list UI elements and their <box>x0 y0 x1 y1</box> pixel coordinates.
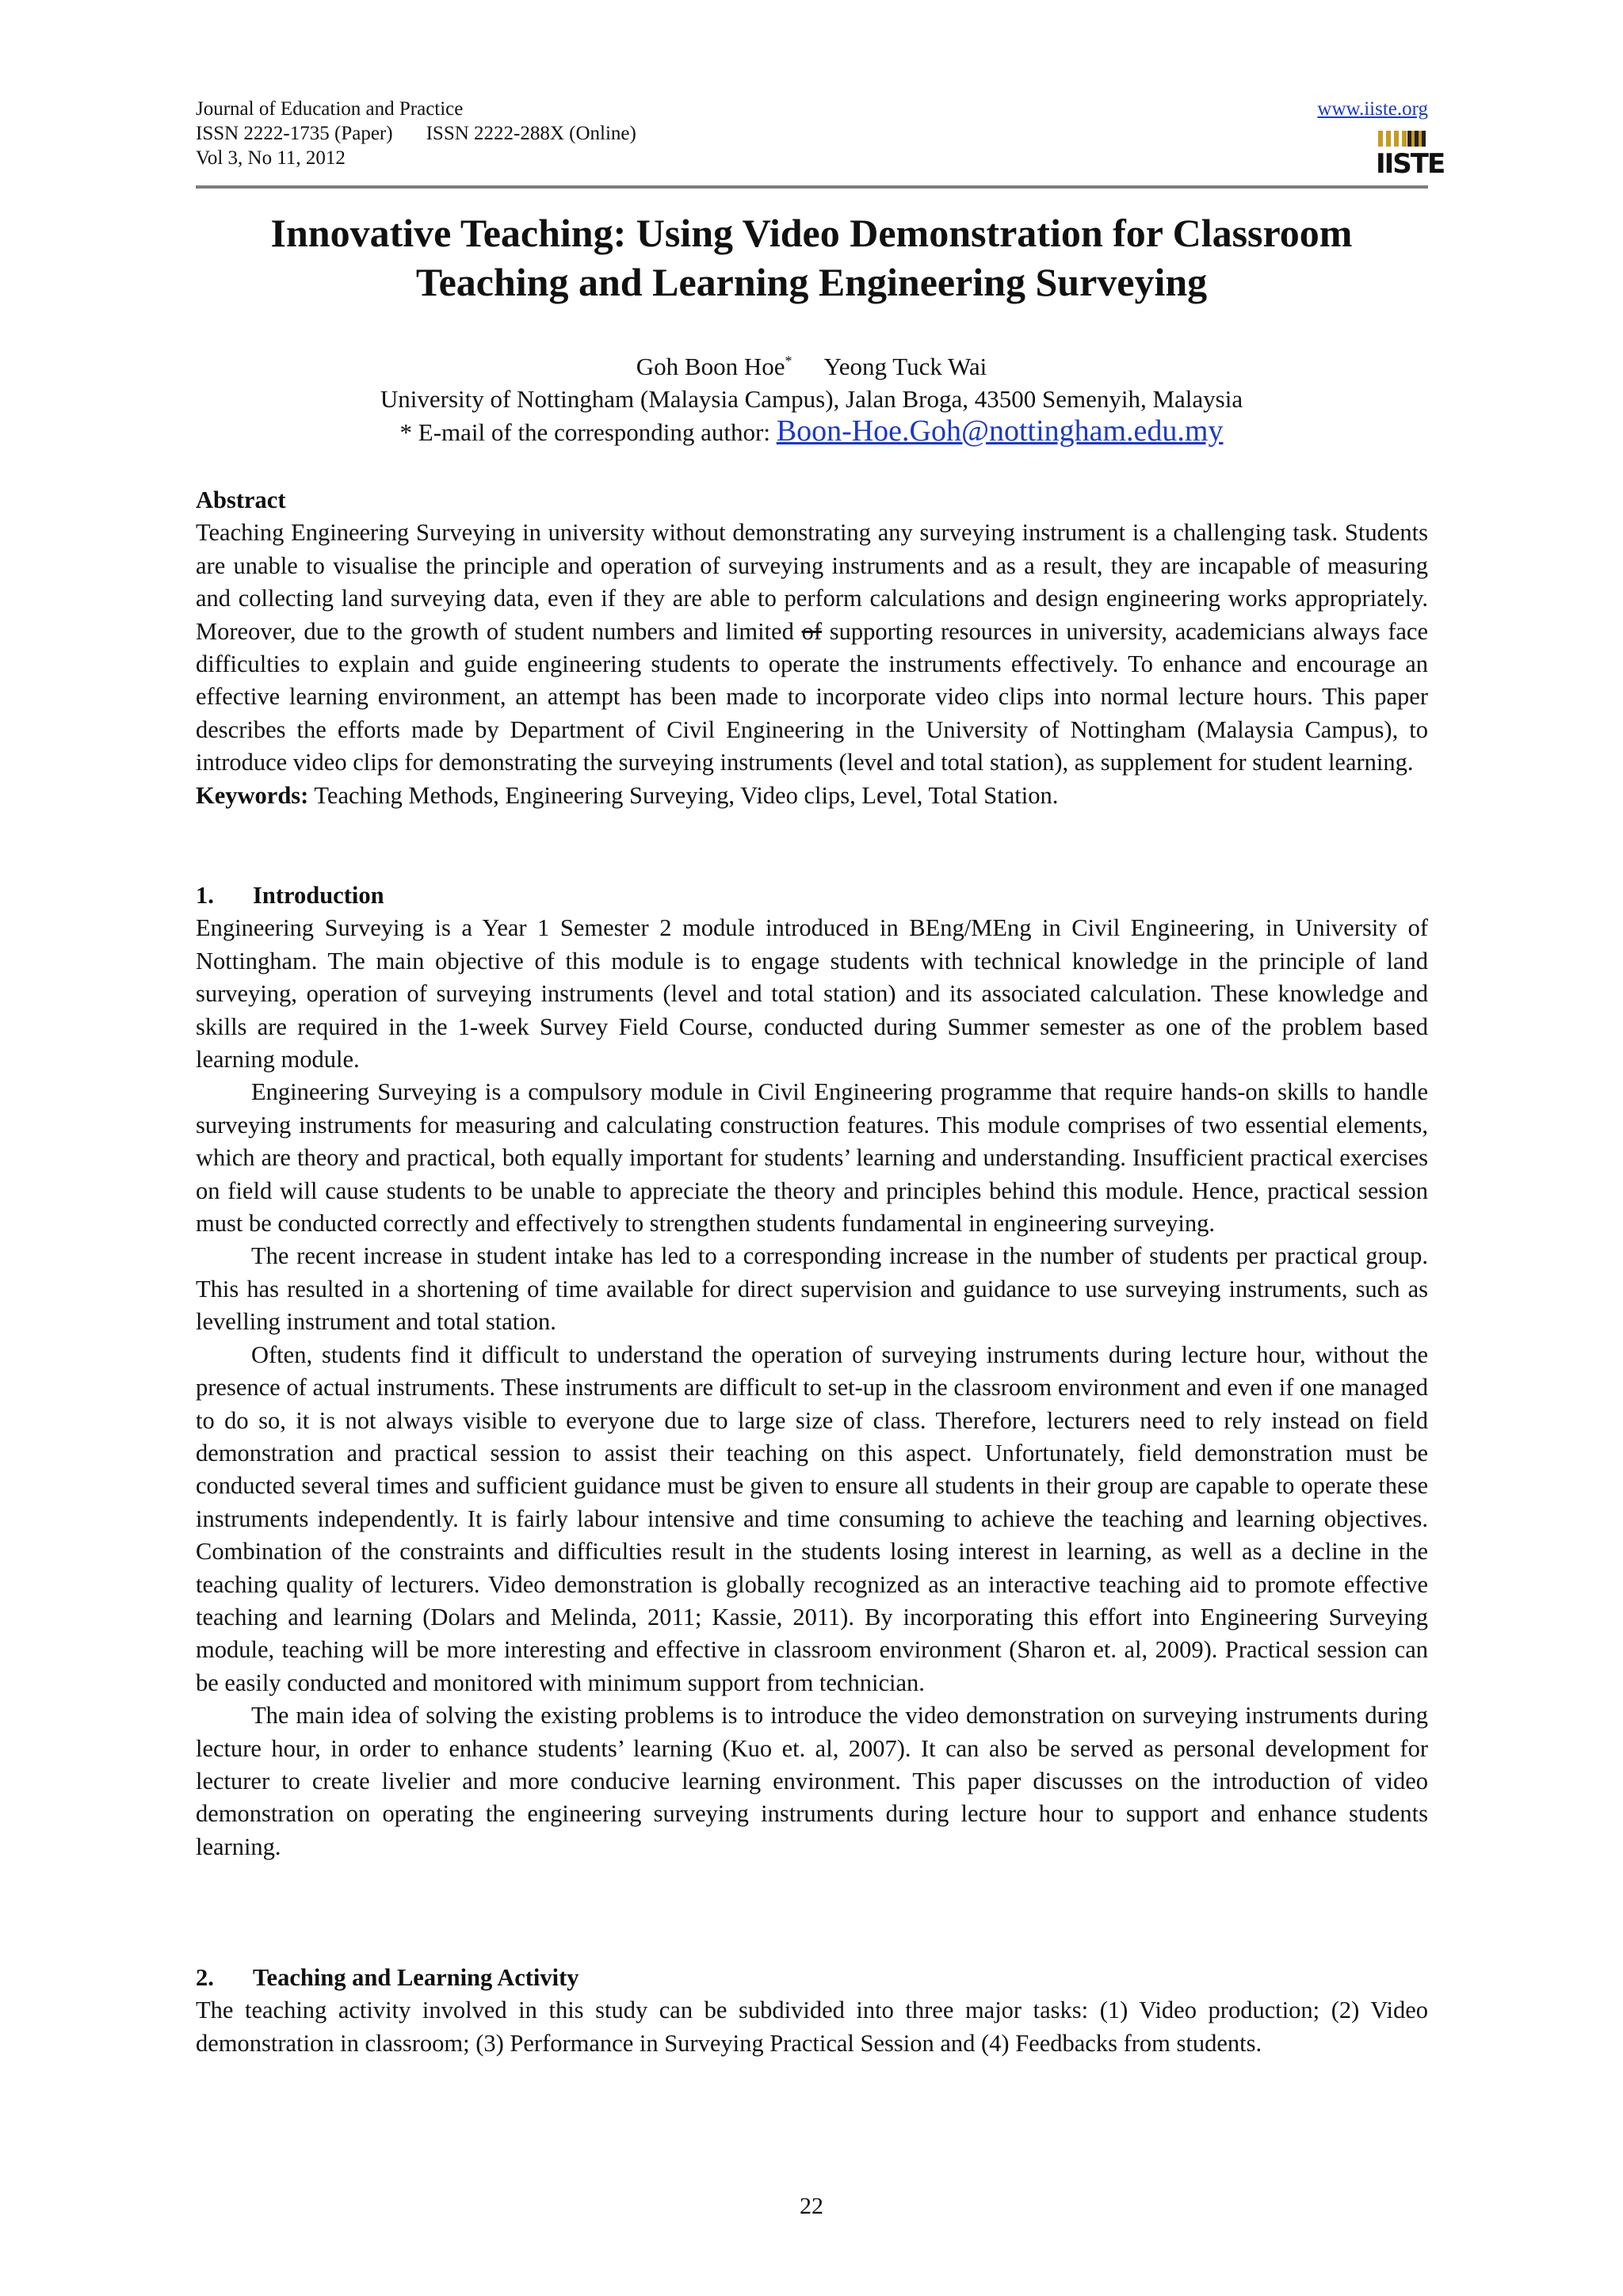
abstract-heading: Abstract <box>196 486 286 513</box>
header-divider <box>196 185 1428 189</box>
journal-website-link[interactable]: www.iiste.org <box>1317 98 1428 120</box>
email-label: * E-mail of the corresponding author: <box>399 418 770 446</box>
issn-paper: ISSN 2222-1735 (Paper) <box>196 123 393 144</box>
abstract-text-part-1: Teaching Engineering Surveying in university without demonstrating any surveying instrument is a challenging task. Students are unable to visualise the principle and operation of surveying instruments and as a result, they are incapable of measuring and collecting land surveying data, even if they are able to perform calculations and design engineering works appropriately. Moreover, due to the growth of student numbers and limited <box>196 519 1428 645</box>
author-names <box>158 350 1465 383</box>
intro-paragraph-3: The recent increase in student intake has led to a corresponding increase in the number of students per practical group. This has resulted in a shortening of time available for direct supervision and guidance to use surveying instruments, such as levelling instrument and total station. <box>196 1242 1428 1336</box>
title-line-2: Teaching and Learning Engineering Surveying <box>415 260 1208 304</box>
teaching-activity-section <box>196 1962 1428 2060</box>
author-block <box>158 350 1465 448</box>
affiliation: University of Nottingham (Malaysia Campus), Jalan Broga, 43500 Semenyih, Malaysia <box>380 385 1243 413</box>
email-line <box>158 415 1465 448</box>
keywords-line <box>196 780 1428 812</box>
journal-name: Journal of Education and Practice <box>196 98 464 120</box>
keywords: Teaching Methods, Engineering Surveying, Video clips, Level, Total Station. <box>314 781 1059 809</box>
intro-paragraph-4: Often, students find it difficult to understand the operation of surveying instruments during lecture hour, without the presence of actual instruments. These instruments are difficult to set-up in the classroom environment and even if one managed to do so, it is not always visible to everyone due to large size of class. Therefore, lecturers need to rely instead on field demonstration and practical session to assist their teaching on this aspect. Unfortunately, field demonstration must be conducted several times and sufficient guidance must be given to ensure all students in their group are capable to operate these instruments independently. It is fairly labour intensive and time consuming to achieve the teaching and learning objectives. Combination of the constraints and difficulties result in the students losing interest in learning, as well as a decline in the teaching quality of lecturers. Video demonstration is globally recognized as an interactive teaching aid to promote effective teaching and learning (Dolars and Melinda, 2011; Kassie, 2011). By incorporating this effort into Engineering Surveying module, teaching will be more interesting and effective in classroom environment (Sharon et. al, 2009). Practical session can be easily conducted and monitored with minimum support from technician. <box>196 1341 1428 1696</box>
abstract-text <box>196 517 1428 779</box>
header-right <box>1317 97 1445 184</box>
volume-info: Vol 3, No 11, 2012 <box>196 147 346 169</box>
abstract-text-part-2: supporting resources in university, academicians always face difficulties to explain and guide engineering students to operate the instruments effectively. To enhance and encourage an effective learning environment, an attempt has been made to incorporate video clips into normal lecture hours. This paper describes the efforts made by Department of Civil Engineering in the University of Nottingham (Malaysia Campus), to introduce video clips for demonstrating the surveying instruments (level and total station), as supplement for student learning. <box>196 617 1428 776</box>
teaching-paragraph-1: The teaching activity involved in this study can be subdivided into three major tasks: (1) Video production; (2) Video demonstration in classroom; (3) Performance in Surveying Practical Session and (4) Feedbacks from students. <box>196 1997 1428 2057</box>
author-2: Yeong Tuck Wai <box>823 353 987 380</box>
logo-text: IISTE <box>1376 148 1445 180</box>
issn-online: ISSN 2222-288X (Online) <box>426 123 636 144</box>
title-line-1: Innovative Teaching: Using Video Demonstration for Classroom <box>270 211 1353 255</box>
introduction-section <box>196 879 1428 1863</box>
section-2-heading <box>196 1962 1428 1994</box>
issn-line <box>196 121 636 146</box>
keywords-label: Keywords: <box>196 781 309 809</box>
page-number: 22 <box>800 2193 823 2219</box>
section-1-title: Introduction <box>253 882 384 909</box>
section-1-number: 1. <box>196 882 214 909</box>
journal-header <box>196 97 636 170</box>
intro-paragraph-5: The main idea of solving the existing problems is to introduce the video demonstration on surveying instruments during lecture hour, in order to enhance students’ learning (Kuo et. al, 2007). It can also be served as personal development for lecturer to create livelier and more conducive learning environment. This paper discusses on the introduction of video demonstration on operating the engineering surveying instruments during lecture hour to support and enhance students learning. <box>196 1702 1428 1860</box>
abstract-struck-word: of <box>801 617 823 645</box>
section-1-heading <box>196 879 1428 912</box>
logo-dark-bars-icon <box>1407 131 1426 147</box>
paper-title <box>158 208 1465 307</box>
corresponding-mark: * <box>785 353 792 369</box>
author-1: Goh Boon Hoe <box>636 353 785 380</box>
intro-paragraph-2: Engineering Surveying is a compulsory module in Civil Engineering programme that require hands-on skills to handle surveying instruments for measuring and calculating construction features. This module comprises of two essential elements, which are theory and practical, both equally important for students’ learning and understanding. Insufficient practical exercises on field will cause students to be unable to appreciate the theory and principles behind this module. Hence, practical session must be conducted correctly and effectively to strengthen students fundamental in engineering surveying. <box>196 1078 1428 1238</box>
abstract-section <box>196 484 1428 812</box>
iiste-logo <box>1376 131 1445 180</box>
section-2-number: 2. <box>196 1964 214 1991</box>
section-2-title: Teaching and Learning Activity <box>253 1964 579 1991</box>
corresponding-email-link[interactable]: Boon-Hoe.Goh@nottingham.edu.my <box>776 414 1224 448</box>
intro-paragraph-1: Engineering Surveying is a Year 1 Semester 2 module introduced in BEng/MEng in Civil Engineering, in University of Nottingham. The main objective of this module is to engage students with technical knowledge in the principle of land surveying, operation of surveying instruments (level and total station) and its associated calculation. These knowledge and skills are required in the 1-week Survey Field Course, conducted during Summer semester as one of the problem based learning module. <box>196 914 1428 1074</box>
